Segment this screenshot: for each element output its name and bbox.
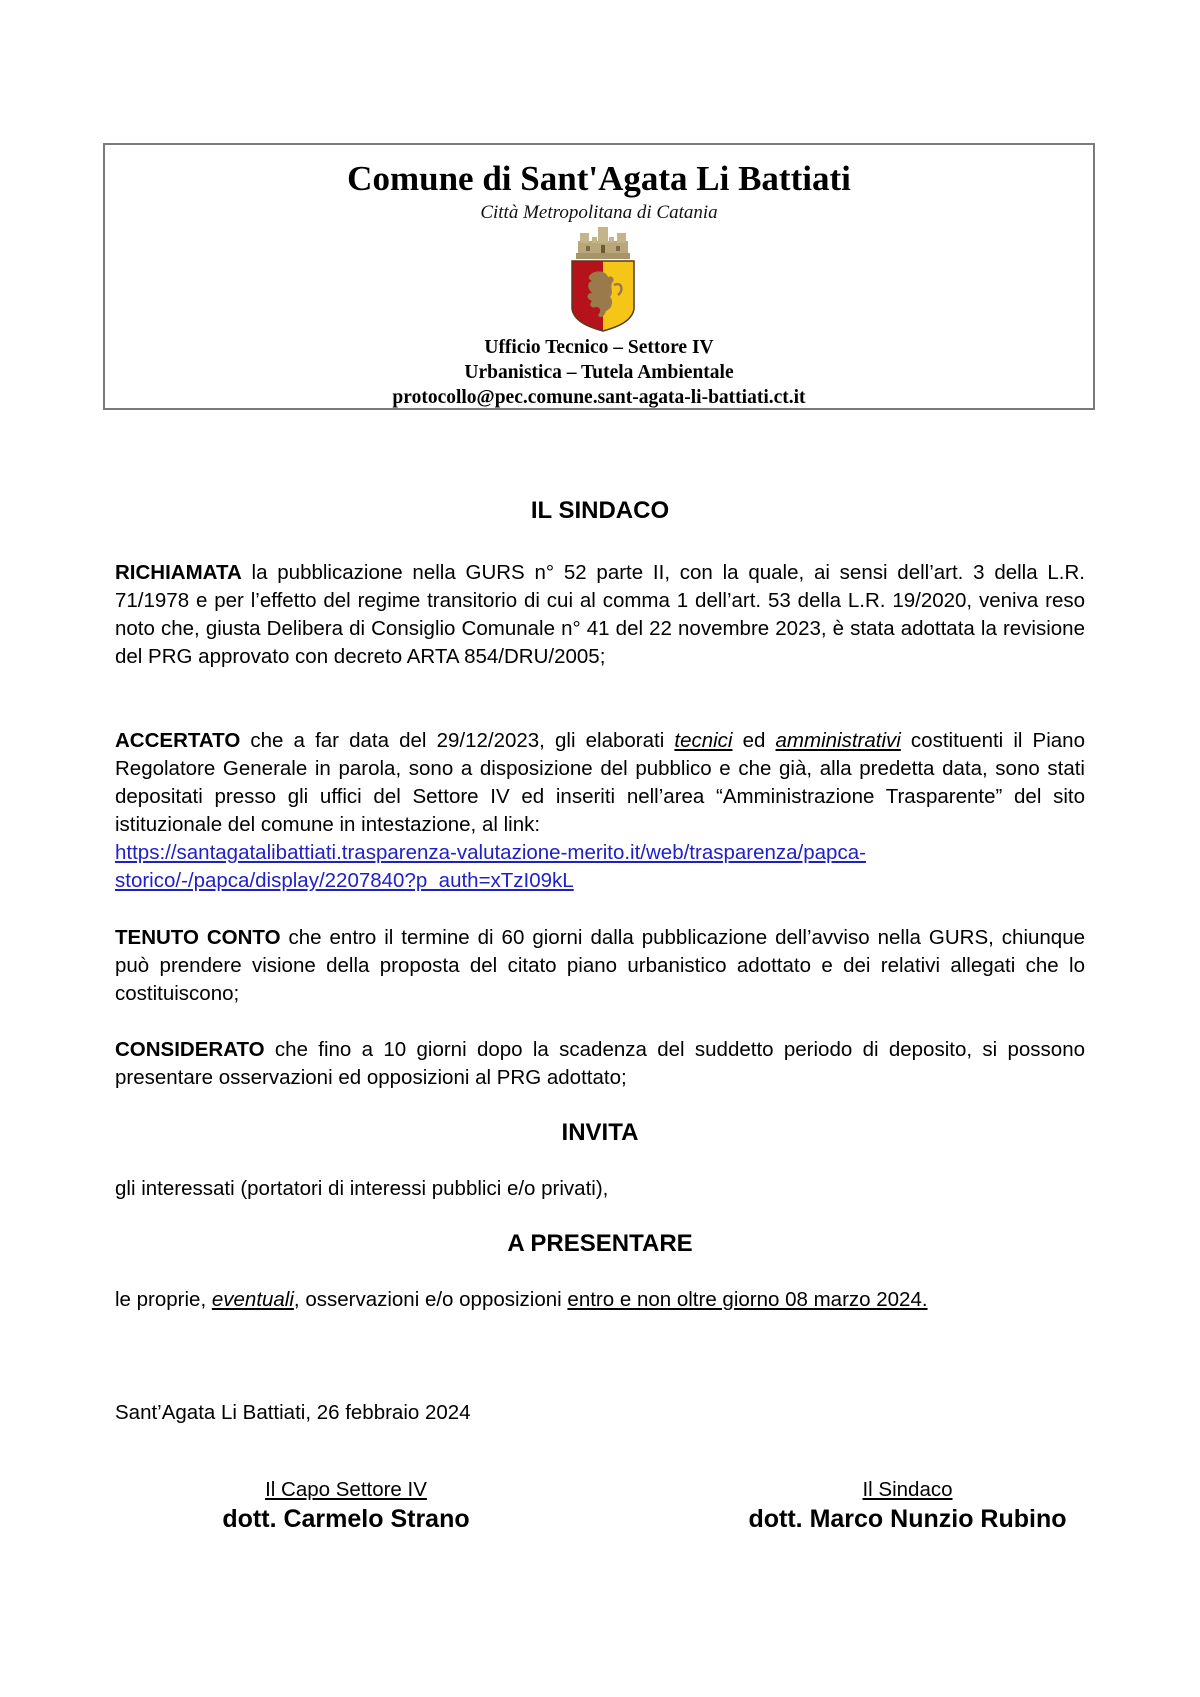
- emphasis-eventuali: eventuali: [211, 1288, 294, 1311]
- paragraph-lead: CONSIDERATO: [115, 1038, 265, 1061]
- paragraph-considerato: [115, 1036, 1085, 1092]
- paragraph-text: ed: [732, 729, 776, 752]
- signature-role: Il Capo Settore IV: [265, 1478, 427, 1501]
- paragraph-tenuto-conto: [115, 924, 1085, 1008]
- emphasis-amministrativi: amministrativi: [775, 729, 901, 752]
- paragraph-text: che entro il termine di 60 giorni dalla pubblicazione dell’avviso nella GURS, chiunque può prendere visione della proposta del citato piano urbanistico adottato e dei relativi allegati che lo costituiscono;: [115, 926, 1086, 1005]
- invita-heading: INVITA: [561, 1119, 639, 1146]
- signature-role: Il Sindaco: [862, 1478, 953, 1501]
- paragraph-richiamata: [115, 559, 1085, 671]
- office-name: Ufficio Tecnico – Settore IV: [484, 337, 714, 358]
- department-name: Urbanistica – Tutela Ambientale: [464, 362, 734, 383]
- link-line-1[interactable]: https://santagatalibattiati.trasparenza-valutazione-merito.it/web/trasparenza/papca-: [115, 841, 866, 864]
- issuer-heading: IL SINDACO: [530, 497, 670, 524]
- paragraph-text: che fino a 10 giorni dopo la scadenza del suddetto periodo di deposito, si possono presentare osservazioni ed opposizioni al PRG adottato;: [115, 1038, 1085, 1089]
- pec-email: protocollo@pec.comune.sant-agata-li-battiati.ct.it: [392, 387, 806, 408]
- paragraph-text: , osservazioni e/o opposizioni: [293, 1288, 568, 1311]
- trasparenza-link[interactable]: [115, 839, 1085, 895]
- paragraph-presentare: [115, 1286, 1085, 1314]
- paragraph-text: la pubblicazione nella GURS n° 52 parte II, con la quale, ai sensi dell’art. 3 della L.R. 71/1978 e per l’effetto del regime transitorio di cui al comma 1 dell’art. 53 della L.R. 19/2020, veniva reso noto che, giusta Delibera di Consiglio Comunale n° 41 del 22 novembre 2023, è stata adottata la revisione del PRG approvato con decreto ARTA 854/DRU/2005;: [115, 561, 1085, 668]
- paragraph-interessati: gli interessati (portatori di interessi pubblici e/o privati),: [115, 1177, 609, 1200]
- signature-name: dott. Marco Nunzio Rubino: [748, 1505, 1067, 1533]
- signature-block-capo-settore: [186, 1476, 506, 1534]
- link-line-2[interactable]: storico/-/papca/display/2207840?p_auth=xTzI09kL: [115, 869, 574, 892]
- paragraph-lead: ACCERTATO: [115, 729, 241, 752]
- paragraph-accertato: [115, 727, 1085, 839]
- deadline-text: entro e non oltre giorno 08 marzo 2024.: [567, 1288, 928, 1311]
- letterhead: [103, 143, 1095, 410]
- paragraph-lead: TENUTO CONTO: [115, 926, 281, 949]
- signature-name: dott. Carmelo Strano: [222, 1505, 470, 1533]
- municipal-coat-of-arms-icon: [570, 223, 636, 333]
- paragraph-lead: RICHIAMATA: [115, 561, 242, 584]
- municipality-name: Comune di Sant'Agata Li Battiati: [347, 159, 851, 198]
- emphasis-tecnici: tecnici: [674, 729, 733, 752]
- paragraph-text: che a far data del 29/12/2023, gli elaborati: [240, 729, 675, 752]
- metropolitan-city: Città Metropolitana di Catania: [480, 202, 718, 223]
- paragraph-text: costituenti il Piano Regolatore Generale in parola, sono a disposizione del pubblico e che già, alla predetta data, sono stati depositati presso gli uffici del Settore IV ed inseriti nell’area “Amministrazione Trasparente” del sito istituzionale del comune in intestazione, al link:: [115, 729, 1085, 836]
- paragraph-text: le proprie,: [115, 1288, 212, 1311]
- signature-block-sindaco: [715, 1476, 1100, 1534]
- presentare-heading: A PRESENTARE: [507, 1230, 693, 1257]
- place-date: Sant’Agata Li Battiati, 26 febbraio 2024: [115, 1401, 471, 1424]
